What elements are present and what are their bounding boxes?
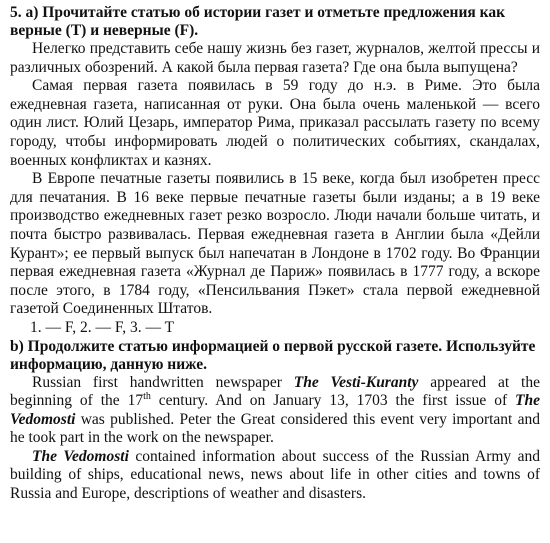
paragraph-vesti-kuranty: Russian first handwritten newspaper The Vesti-Kuranty appeared at the beginning of the 17th century. And on January 13, 1703 the first issue of The Vedomosti was published. Peter the Great considered this event very important and he took part in the work on the newspaper. <box>10 373 541 447</box>
newspaper-title-vesti-kuranty: The Vesti-Kuranty <box>293 373 419 391</box>
paragraph-rome: Самая первая газета появилась в 59 году до н.э. в Риме. Это была ежедневная газета, написанная от руки. Она была очень маленькой — всего один лист. Юлий Цезарь, император Рима, приказал рассылать газету по всему городу, чтобы информировать людей о политических событиях, скандалах, военных конфликтах и казнях. <box>10 77 540 169</box>
paragraph-vedomosti-content: The Vedomosti contained information about success of the Russian Army and building of ships, educational news, news about life in other cities and towns of Russia and Europe, descriptions of weather and disasters. <box>10 447 540 503</box>
task-b-heading: b) Продолжите статью информацией о первой русской газете. Используйте информацию, данную ниже. <box>10 337 536 373</box>
task-a-heading: 5. а) Прочитайте статью об истории газет и отметьте предложения как верные (T) и неверные (F). <box>10 4 506 39</box>
paragraph-europe: В Европе печатные газеты появились в 15 веке, когда был изобретен пресс для печатания. В 16 веке первые печатные газеты были изданы; а в 19 веке производство ежедневных газет резко возросло. Люди начали больше читать, и почта быстро развивалась. Первая ежедневная газета в Англии была «Дейли Курант»; ее первый выпуск был напечатан в Лондоне в 1702 году. Во Франции первая ежедневная газета «Журнал де Париж» появилась в 1777 году, а вскоре после этого, в 1784 году, «Пенсильвания Пэкет» стала первой ежедневной газетой Соединенных Штатов. <box>10 170 540 318</box>
intro-paragraph: Нелегко представить себе нашу жизнь без газет, журналов, желтой прессы и различных обозрений. А какой была первая газета? Где она была выпущена? <box>10 40 540 76</box>
newspaper-title-vedomosti: The Vedomosti <box>10 392 541 428</box>
answers-line: 1. — F, 2. — F, 3. — T <box>30 318 175 336</box>
newspaper-title-vedomosti-2: The Vedomosti <box>32 447 129 465</box>
